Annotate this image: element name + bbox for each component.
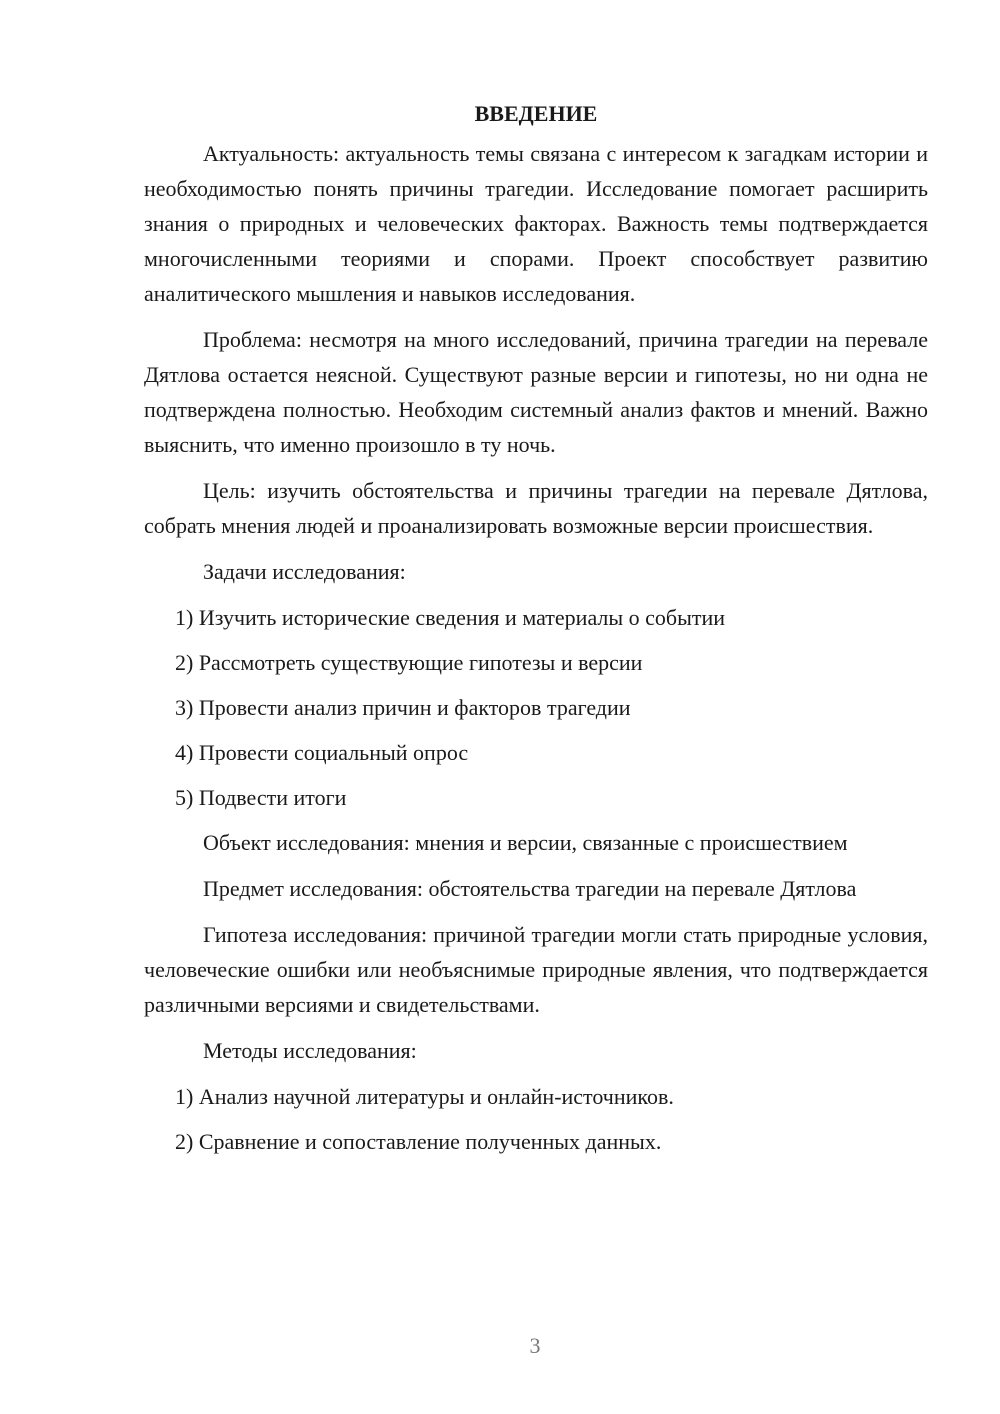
subject-paragraph: Предмет исследования: обстоятельства трагедии на перевале Дятлова xyxy=(203,876,857,901)
list-item: 2) Рассмотреть существующие гипотезы и версии xyxy=(175,650,643,675)
object-paragraph: Объект исследования: мнения и версии, связанные с происшествием xyxy=(203,830,848,855)
actuality-paragraph: Актуальность: актуальность темы связана с интересом к загадкам истории и необходимостью понять причины трагедии. Исследование помогает расширить знания о природных и человеческих факторах. Важность темы подтверждается многочисленными теориями и спорами. Проект способствует развитию аналитического мышления и навыков исследования. xyxy=(144,141,928,306)
tasks-list xyxy=(144,600,928,815)
methods-list xyxy=(144,1079,928,1159)
list-item: 5) Подвести итоги xyxy=(175,785,347,810)
list-item: 1) Изучить исторические сведения и материалы о событии xyxy=(175,605,726,630)
methods-heading: Методы исследования: xyxy=(203,1038,417,1063)
page-content xyxy=(144,96,928,1169)
page-number: 3 xyxy=(529,1333,541,1358)
list-item: 3) Провести анализ причин и факторов трагедии xyxy=(175,695,631,720)
goal-paragraph: Цель: изучить обстоятельства и причины трагедии на перевале Дятлова, собрать мнения людей и проанализировать возможные версии происшествия. xyxy=(144,478,928,538)
list-item: 1) Анализ научной литературы и онлайн-источников. xyxy=(175,1084,674,1109)
list-item: 4) Провести социальный опрос xyxy=(175,740,469,765)
list-item: 2) Сравнение и сопоставление полученных данных. xyxy=(175,1129,662,1154)
problem-paragraph: Проблема: несмотря на много исследований, причина трагедии на перевале Дятлова остается неясной. Существуют разные версии и гипотезы, но ни одна не подтверждена полностью. Необходим системный анализ фактов и мнений. Важно выяснить, что именно произошло в ту ночь. xyxy=(144,327,928,457)
hypothesis-paragraph: Гипотеза исследования: причиной трагедии могли стать природные условия, человеческие ошибки или необъяснимые природные явления, что подтверждается различными версиями и свидетельствами. xyxy=(144,922,928,1017)
tasks-heading: Задачи исследования: xyxy=(203,559,406,584)
page-title: ВВЕДЕНИЕ xyxy=(474,101,598,126)
